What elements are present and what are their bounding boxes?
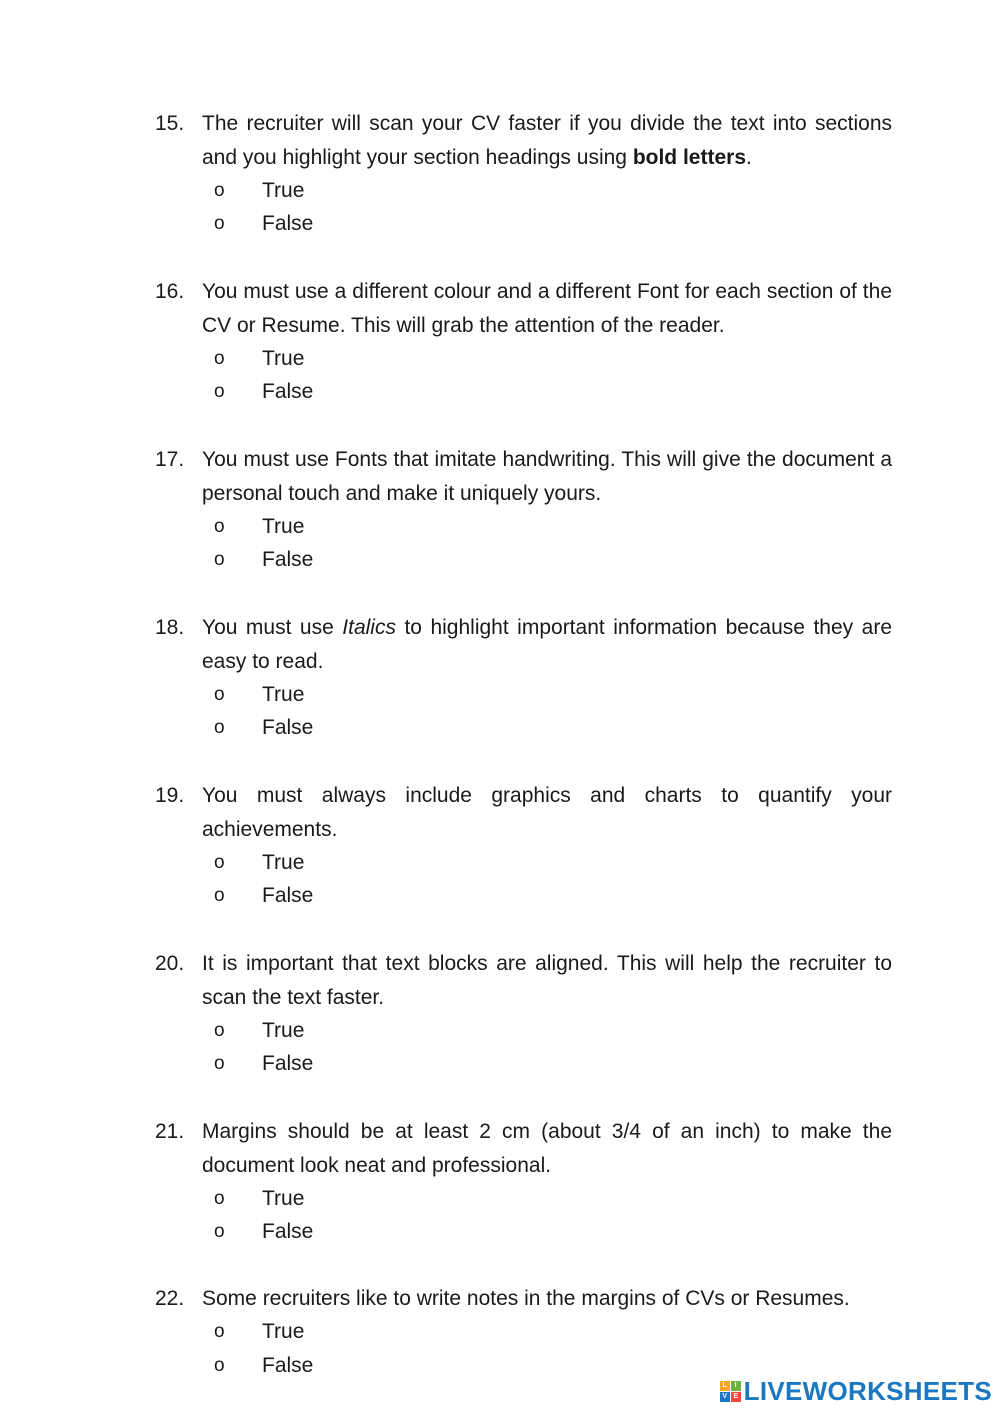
question-number: 22. [155, 1287, 185, 1310]
option-true[interactable] [155, 1014, 892, 1048]
option-false[interactable] [155, 880, 892, 914]
question-text: Margins should be at least 2 cm (about 3/4 of an inch) to make the document look neat and professional. [202, 1120, 892, 1177]
option-bullet-icon: o [214, 213, 225, 235]
option-bullet-icon: o [214, 1187, 225, 1209]
question-22-prompt [155, 1282, 892, 1316]
option-label: True [262, 682, 305, 706]
question-18 [155, 611, 892, 745]
option-label: False [262, 548, 314, 572]
logo-cell: I [731, 1381, 741, 1391]
option-false[interactable] [155, 208, 892, 242]
option-bullet-icon: o [214, 515, 225, 537]
question-22 [155, 1282, 892, 1383]
option-true[interactable] [155, 510, 892, 544]
question-18-prompt [155, 611, 892, 678]
option-bullet-icon: o [214, 885, 225, 907]
option-label: False [262, 716, 314, 740]
option-bullet-icon: o [214, 1321, 225, 1343]
option-label: True [262, 850, 305, 874]
option-false[interactable] [155, 1216, 892, 1250]
question-text: You must use Fonts that imitate handwriting. This will give the document a personal touch and make it uniquely yours. [202, 448, 892, 505]
option-label: True [262, 1320, 305, 1344]
option-false[interactable] [155, 376, 892, 410]
option-bullet-icon: o [214, 347, 225, 369]
logo-cell: L [720, 1381, 730, 1391]
logo-cell: V [720, 1392, 730, 1402]
option-bullet-icon: o [214, 549, 225, 571]
option-true[interactable] [155, 1182, 892, 1216]
question-15 [155, 107, 892, 241]
option-bullet-icon: o [214, 179, 225, 201]
question-number: 16. [155, 280, 185, 303]
option-label: False [262, 1220, 314, 1244]
option-bullet-icon: o [214, 717, 225, 739]
question-21 [155, 1115, 892, 1249]
option-false[interactable] [155, 1048, 892, 1082]
option-label: True [262, 1018, 305, 1042]
option-true[interactable] [155, 1316, 892, 1350]
option-bullet-icon: o [214, 1019, 225, 1041]
question-19-prompt [155, 779, 892, 846]
question-text: The recruiter will scan your CV faster if you divide the text into sections and you highlight your section headings using bold letters. [202, 112, 892, 169]
option-bullet-icon: o [214, 1354, 225, 1376]
option-false[interactable] [155, 712, 892, 746]
question-20-prompt [155, 947, 892, 1014]
option-true[interactable] [155, 678, 892, 712]
question-19 [155, 779, 892, 913]
question-15-prompt [155, 107, 892, 174]
option-label: False [262, 884, 314, 908]
question-21-prompt [155, 1115, 892, 1182]
question-text: It is important that text blocks are aligned. This will help the recruiter to scan the text faster. [202, 952, 892, 1009]
option-label: False [262, 1052, 314, 1076]
question-number: 19. [155, 784, 185, 807]
question-17-prompt [155, 443, 892, 510]
question-number: 18. [155, 616, 185, 639]
option-label: False [262, 212, 314, 236]
option-bullet-icon: o [214, 683, 225, 705]
option-false[interactable] [155, 544, 892, 578]
question-number: 20. [155, 952, 185, 975]
question-number: 21. [155, 1120, 185, 1143]
question-16 [155, 275, 892, 409]
option-label: True [262, 178, 305, 202]
question-text: Some recruiters like to write notes in the margins of CVs or Resumes. [202, 1287, 850, 1310]
option-label: True [262, 1186, 305, 1210]
option-bullet-icon: o [214, 1221, 225, 1243]
option-label: False [262, 1353, 314, 1377]
option-bullet-icon: o [214, 381, 225, 403]
bold-emphasis: bold letters [632, 145, 746, 169]
option-bullet-icon: o [214, 851, 225, 873]
question-17 [155, 443, 892, 577]
question-20 [155, 947, 892, 1081]
question-text: You must use Italics to highlight important information because they are easy to read. [202, 616, 892, 673]
question-number: 15. [155, 112, 185, 135]
question-text: You must always include graphics and charts to quantify your achievements. [202, 784, 892, 841]
question-16-prompt [155, 275, 892, 342]
liveworksheets-logo [720, 1376, 992, 1407]
logo-grid-icon [720, 1381, 741, 1402]
option-label: False [262, 380, 314, 404]
option-label: True [262, 514, 305, 538]
question-number: 17. [155, 448, 185, 471]
logo-text: LIVEWORKSHEETS [743, 1376, 992, 1406]
option-true[interactable] [155, 342, 892, 376]
option-bullet-icon: o [214, 1053, 225, 1075]
option-label: True [262, 346, 305, 370]
logo-cell: E [731, 1392, 741, 1402]
option-true[interactable] [155, 174, 892, 208]
italic-emphasis: Italics [342, 616, 396, 639]
question-text: You must use a different colour and a different Font for each section of the CV or Resume. This will grab the attention of the reader. [202, 280, 892, 337]
option-true[interactable] [155, 846, 892, 880]
